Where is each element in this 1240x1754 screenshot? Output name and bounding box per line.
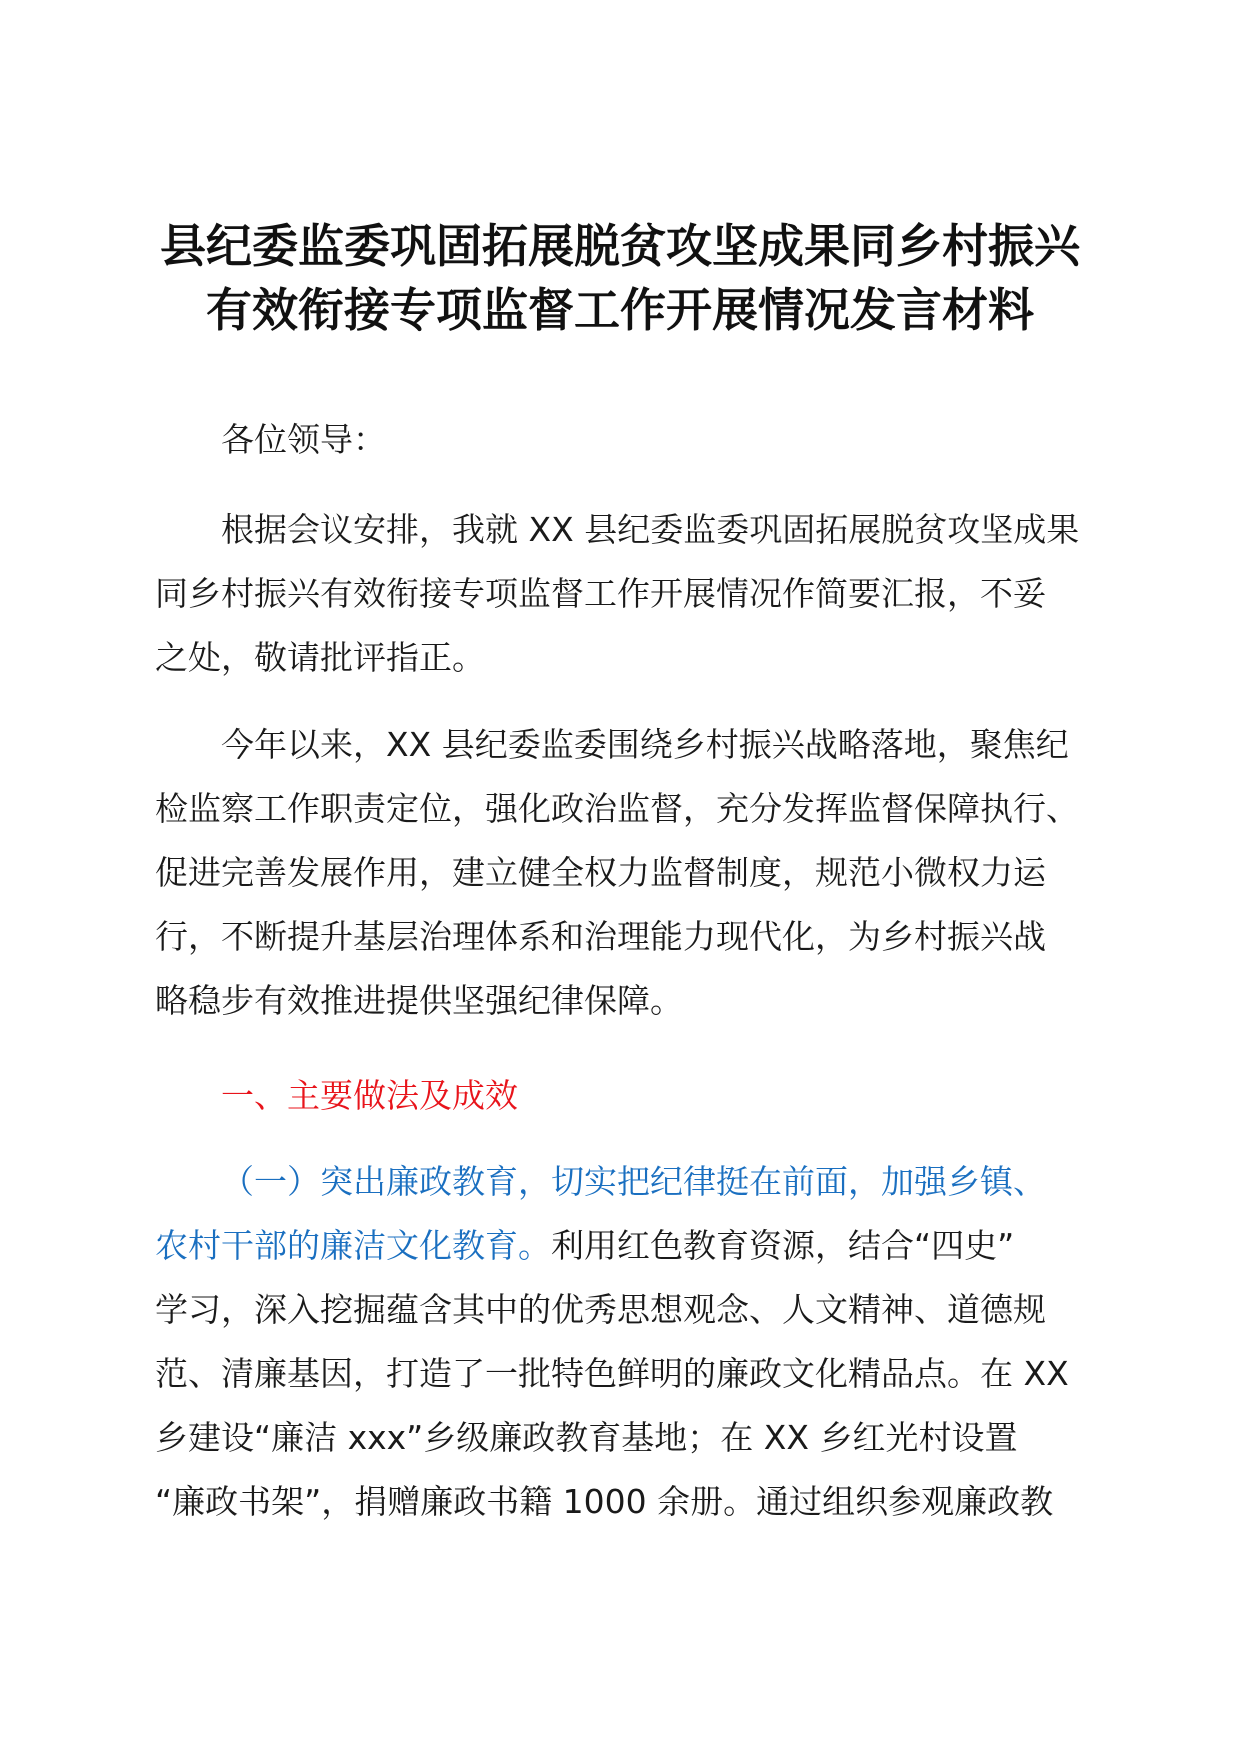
paragraph-line: 乡建设“廉洁 xxx”乡级廉政教育基地；在 XX 乡红光村设置 [155,1418,1018,1457]
paragraph-line: 今年以来，XX 县纪委监委围绕乡村振兴战略落地，聚焦纪 [221,725,1069,764]
paragraph-line: “廉政书架”，捐赠廉政书籍 1000 余册。通过组织参观廉政教 [155,1482,1054,1521]
document-title-line-2: 有效衔接专项监督工作开展情况发言材料 [206,283,1034,337]
paragraph-section-1 [155,1150,1095,1534]
section-heading-main-practices: 一、主要做法及成效 [221,1076,518,1115]
paragraph-text: 利用红色教育资源，结合“四史” [551,1226,1015,1265]
paragraph-intro [155,498,1095,690]
paragraph-line: 检监察工作职责定位，强化政治监督，充分发挥监督保障执行、 [155,789,1079,828]
paragraph-line: 学习，深入挖掘蕴含其中的优秀思想观念、人文精神、道德规 [155,1290,1046,1329]
paragraph-line [155,1214,1095,1278]
subheading-line: （一）突出廉政教育，切实把纪律挺在前面，加强乡镇、 [221,1162,1046,1201]
paragraph-overview [155,713,1095,1033]
paragraph-line: 根据会议安排，我就 XX 县纪委监委巩固拓展脱贫攻坚成果 [221,510,1080,549]
paragraph-line: 行，不断提升基层治理体系和治理能力现代化，为乡村振兴战 [155,917,1046,956]
paragraph-line: 之处，敬请批评指正。 [155,638,485,677]
document-title-line-1: 县纪委监委巩固拓展脱贫攻坚成果同乡村振兴 [160,219,1080,273]
salutation: 各位领导： [221,420,386,459]
subheading-line: 农村干部的廉洁文化教育。 [155,1226,551,1265]
paragraph-line: 范、清廉基因，打造了一批特色鲜明的廉政文化精品点。在 XX [155,1354,1069,1393]
paragraph-line: 促进完善发展作用，建立健全权力监督制度，规范小微权力运 [155,853,1046,892]
paragraph-line: 略稳步有效推进提供坚强纪律保障。 [155,981,683,1020]
paragraph-line: 同乡村振兴有效衔接专项监督工作开展情况作简要汇报，不妥 [155,574,1046,613]
